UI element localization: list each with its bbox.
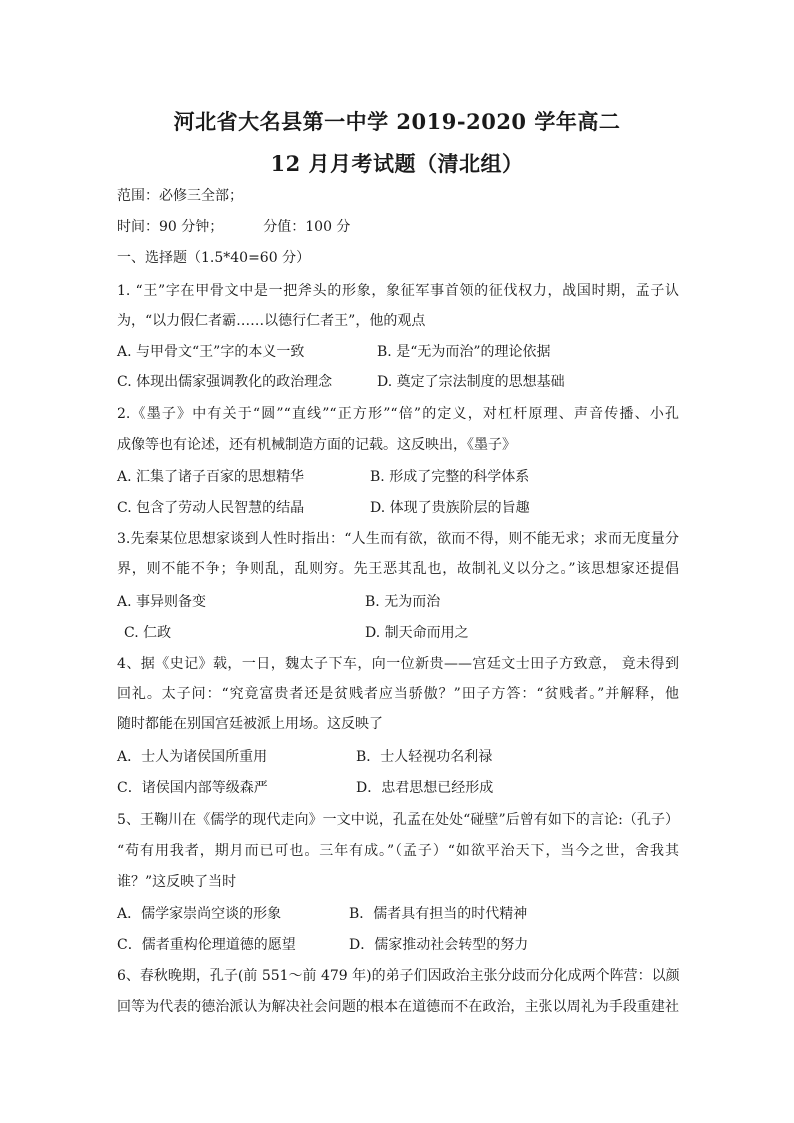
- question-6-stem-line: 6、春秋晚期，孔子(前 551～前 479 年)的弟子们因政治主张分歧而分化成两个阵营：以颜: [117, 968, 680, 984]
- question-3-option-d: D. 制天命而用之: [365, 625, 469, 641]
- question-3-stem-line: 界，则不能不争；争则乱，乱则穷。先王恶其乱也，故制礼义以分之。”该思想家还提倡: [117, 561, 679, 577]
- question-4-option-c: C．诸侯国内部等级森严: [117, 780, 268, 796]
- question-5-option-b: B．儒者具有担当的时代精神: [349, 906, 528, 922]
- question-4-option-d: D．忠君思想已经形成: [356, 780, 494, 796]
- question-4-option-b: B．士人轻视功名利禄: [356, 749, 493, 765]
- question-5-stem-line: “苟有用我者，期月而已可也。三年有成。”（孟子）“如欲平治天下，当今之世，舍我其: [117, 843, 679, 859]
- question-4-stem-line: 4、据《史记》载，一日，魏太子下车，向一位新贵——宫廷文士田子方致意， 竟未得到: [117, 656, 679, 672]
- question-2-option-d: D. 体现了贵族阶层的旨趣: [370, 500, 530, 516]
- question-6-stem-line: 回等为代表的德治派认为解决社会问题的根本在道德而不在政治，主张以周礼为手段重建社: [117, 999, 679, 1015]
- exam-time: 时间：90 分钟；: [117, 219, 224, 235]
- question-4-stem-line: 随时都能在别国宫廷被派上用场。这反映了: [117, 716, 383, 732]
- page-subtitle: 12 月月考试题（清北组）: [270, 151, 524, 176]
- question-2-option-c: C. 包含了劳动人民智慧的结晶: [117, 500, 305, 516]
- question-3-stem-line: 3.先秦某位思想家谈到人性时指出：“人生而有欲，欲而不得，则不能无求；求而无度量分: [117, 531, 679, 547]
- question-5-stem-line: 5、王鞠川在《儒学的现代走向》一文中说，孔孟在处处“碰壁”后曾有如下的言论:（孔子）: [117, 812, 679, 828]
- question-5-option-a: A．儒学家崇尚空谈的形象: [117, 906, 282, 922]
- question-1-option-a: A. 与甲骨文“王”字的本义一致: [117, 344, 305, 360]
- section-heading: 一、选择题（1.5*40=60 分）: [117, 250, 311, 266]
- question-5-option-d: D．儒家推动社会转型的努力: [349, 937, 529, 953]
- exam-score: 分值：100 分: [263, 219, 351, 235]
- question-5-option-c: C．儒者重构伦理道德的愿望: [117, 937, 296, 953]
- question-1-stem-line: 1. “王”字在甲骨文中是一把斧头的形象，象征军事首领的征伐权力，战国时期，孟子认: [117, 283, 679, 299]
- page-title: 河北省大名县第一中学 2019-2020 学年高二: [173, 109, 621, 134]
- question-3-option-a: A. 事异则备变: [117, 594, 207, 610]
- question-2-option-a: A. 汇集了诸子百家的思想精华: [117, 469, 305, 485]
- question-2-stem-line: 2.《墨子》中有关于“圆”“直线”“正方形”“倍”的定义，对杠杆原理、声音传播、小孔: [117, 406, 679, 422]
- question-1-option-c: C. 体现出儒家强调教化的政治理念: [117, 374, 333, 390]
- exam-time-score: [117, 218, 350, 236]
- question-4-stem-line: 回礼。太子问：“究竟富贵者还是贫贱者应当骄傲？”田子方答：“贫贱者。”并解释，他: [117, 686, 679, 702]
- question-2-stem-line: 成像等也有论述，还有机械制造方面的记载。这反映出，《墨子》: [117, 437, 516, 453]
- question-5-stem-line: 谁？”这反映了当时: [117, 874, 237, 890]
- question-4-option-a: A．士人为诸侯国所重用: [117, 749, 268, 765]
- question-1-stem-line: 为，“以力假仁者霸……以德行仁者王”，他的观点: [117, 313, 426, 329]
- question-3-option-c: C. 仁政: [124, 625, 172, 641]
- question-2-option-b: B. 形成了完整的科学体系: [370, 469, 530, 485]
- question-1-option-b: B. 是“无为而治”的理论依据: [377, 344, 551, 360]
- question-1-option-d: D. 奠定了宗法制度的思想基础: [377, 374, 565, 390]
- question-3-option-b: B. 无为而治: [365, 594, 441, 610]
- exam-scope: 范围：必修三全部；: [117, 188, 243, 204]
